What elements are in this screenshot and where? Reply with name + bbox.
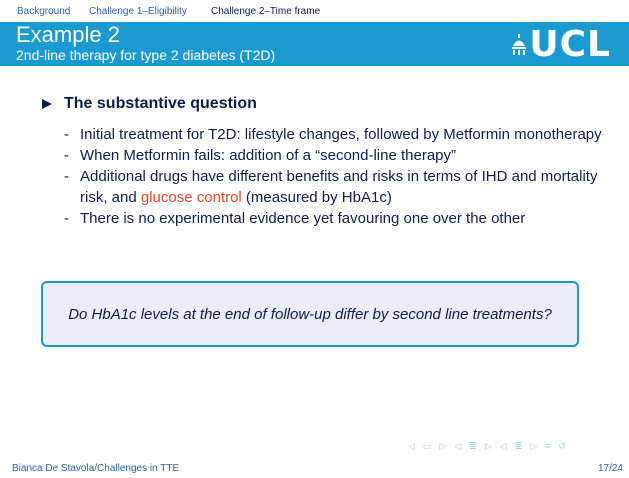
bullet-list — [62, 124, 602, 229]
next-frame-icon[interactable]: ▷ — [439, 440, 447, 451]
beamer-navigation-controls — [408, 440, 628, 452]
list-item-text-end: (measured by HbA1c) — [241, 189, 392, 206]
dash-bullet: - — [64, 168, 69, 185]
question-box — [41, 281, 579, 347]
triangle-bullet-icon — [42, 99, 52, 109]
align-icon[interactable]: ≡ — [545, 441, 551, 451]
highlighted-term: glucose control — [140, 189, 242, 206]
dash-bullet: - — [64, 210, 69, 227]
slide-header — [0, 22, 629, 66]
list-item — [62, 124, 602, 145]
list-item — [62, 145, 602, 166]
next-section-icon[interactable]: ▷ — [530, 440, 538, 451]
tab-challenge-2[interactable]: Challenge 2–Time frame — [211, 6, 321, 17]
list-item-text: There is no experimental evidence yet favouring one over the other — [80, 210, 526, 227]
tab-challenge-1[interactable]: Challenge 1–Eligibility — [89, 6, 187, 17]
prev-frame-icon[interactable]: ◁ — [408, 440, 415, 451]
ucl-logo — [511, 24, 611, 65]
logo-text: UCL — [529, 24, 611, 65]
dome-icon — [511, 34, 527, 56]
list-item — [62, 166, 602, 208]
section-heading — [42, 95, 257, 113]
section-title: The substantive question — [64, 95, 257, 112]
dash-bullet: - — [64, 126, 69, 143]
tab-background[interactable]: Background — [17, 6, 71, 17]
section-icon[interactable]: ≣ — [514, 440, 523, 451]
list-item-text: Initial treatment for T2D: lifestyle changes, followed by Metformin monotherapy — [80, 126, 602, 143]
search-icon[interactable]: ↺ — [558, 440, 566, 451]
prev-section-icon[interactable]: ◁ — [499, 440, 507, 451]
slide-title: Example 2 — [16, 22, 120, 47]
frame-icon[interactable]: ▭ — [422, 440, 432, 451]
navigation-bar — [0, 0, 629, 22]
list-item — [62, 208, 602, 229]
next-subsection-icon[interactable]: ▷ — [484, 440, 492, 451]
prev-subsection-icon[interactable]: ◁ — [454, 440, 462, 451]
list-item-text: When Metformin fails: addition of a “second-line therapy” — [80, 147, 457, 164]
slide-subtitle: 2nd-line therapy for type 2 diabetes (T2D) — [16, 47, 276, 63]
subsection-icon[interactable]: ≣ — [469, 440, 477, 451]
footer-author: Bianca De Stavola/Challenges in TTE — [12, 463, 180, 474]
page-number: 17/24 — [597, 463, 623, 474]
dash-bullet: - — [64, 147, 69, 164]
list-item-text: Additional drugs have different benefits and risks in terms of IHD and mortality risk, and — [80, 168, 598, 206]
question-text: Do HbA1c levels at the end of follow-up differ by second line treatments? — [68, 305, 552, 323]
